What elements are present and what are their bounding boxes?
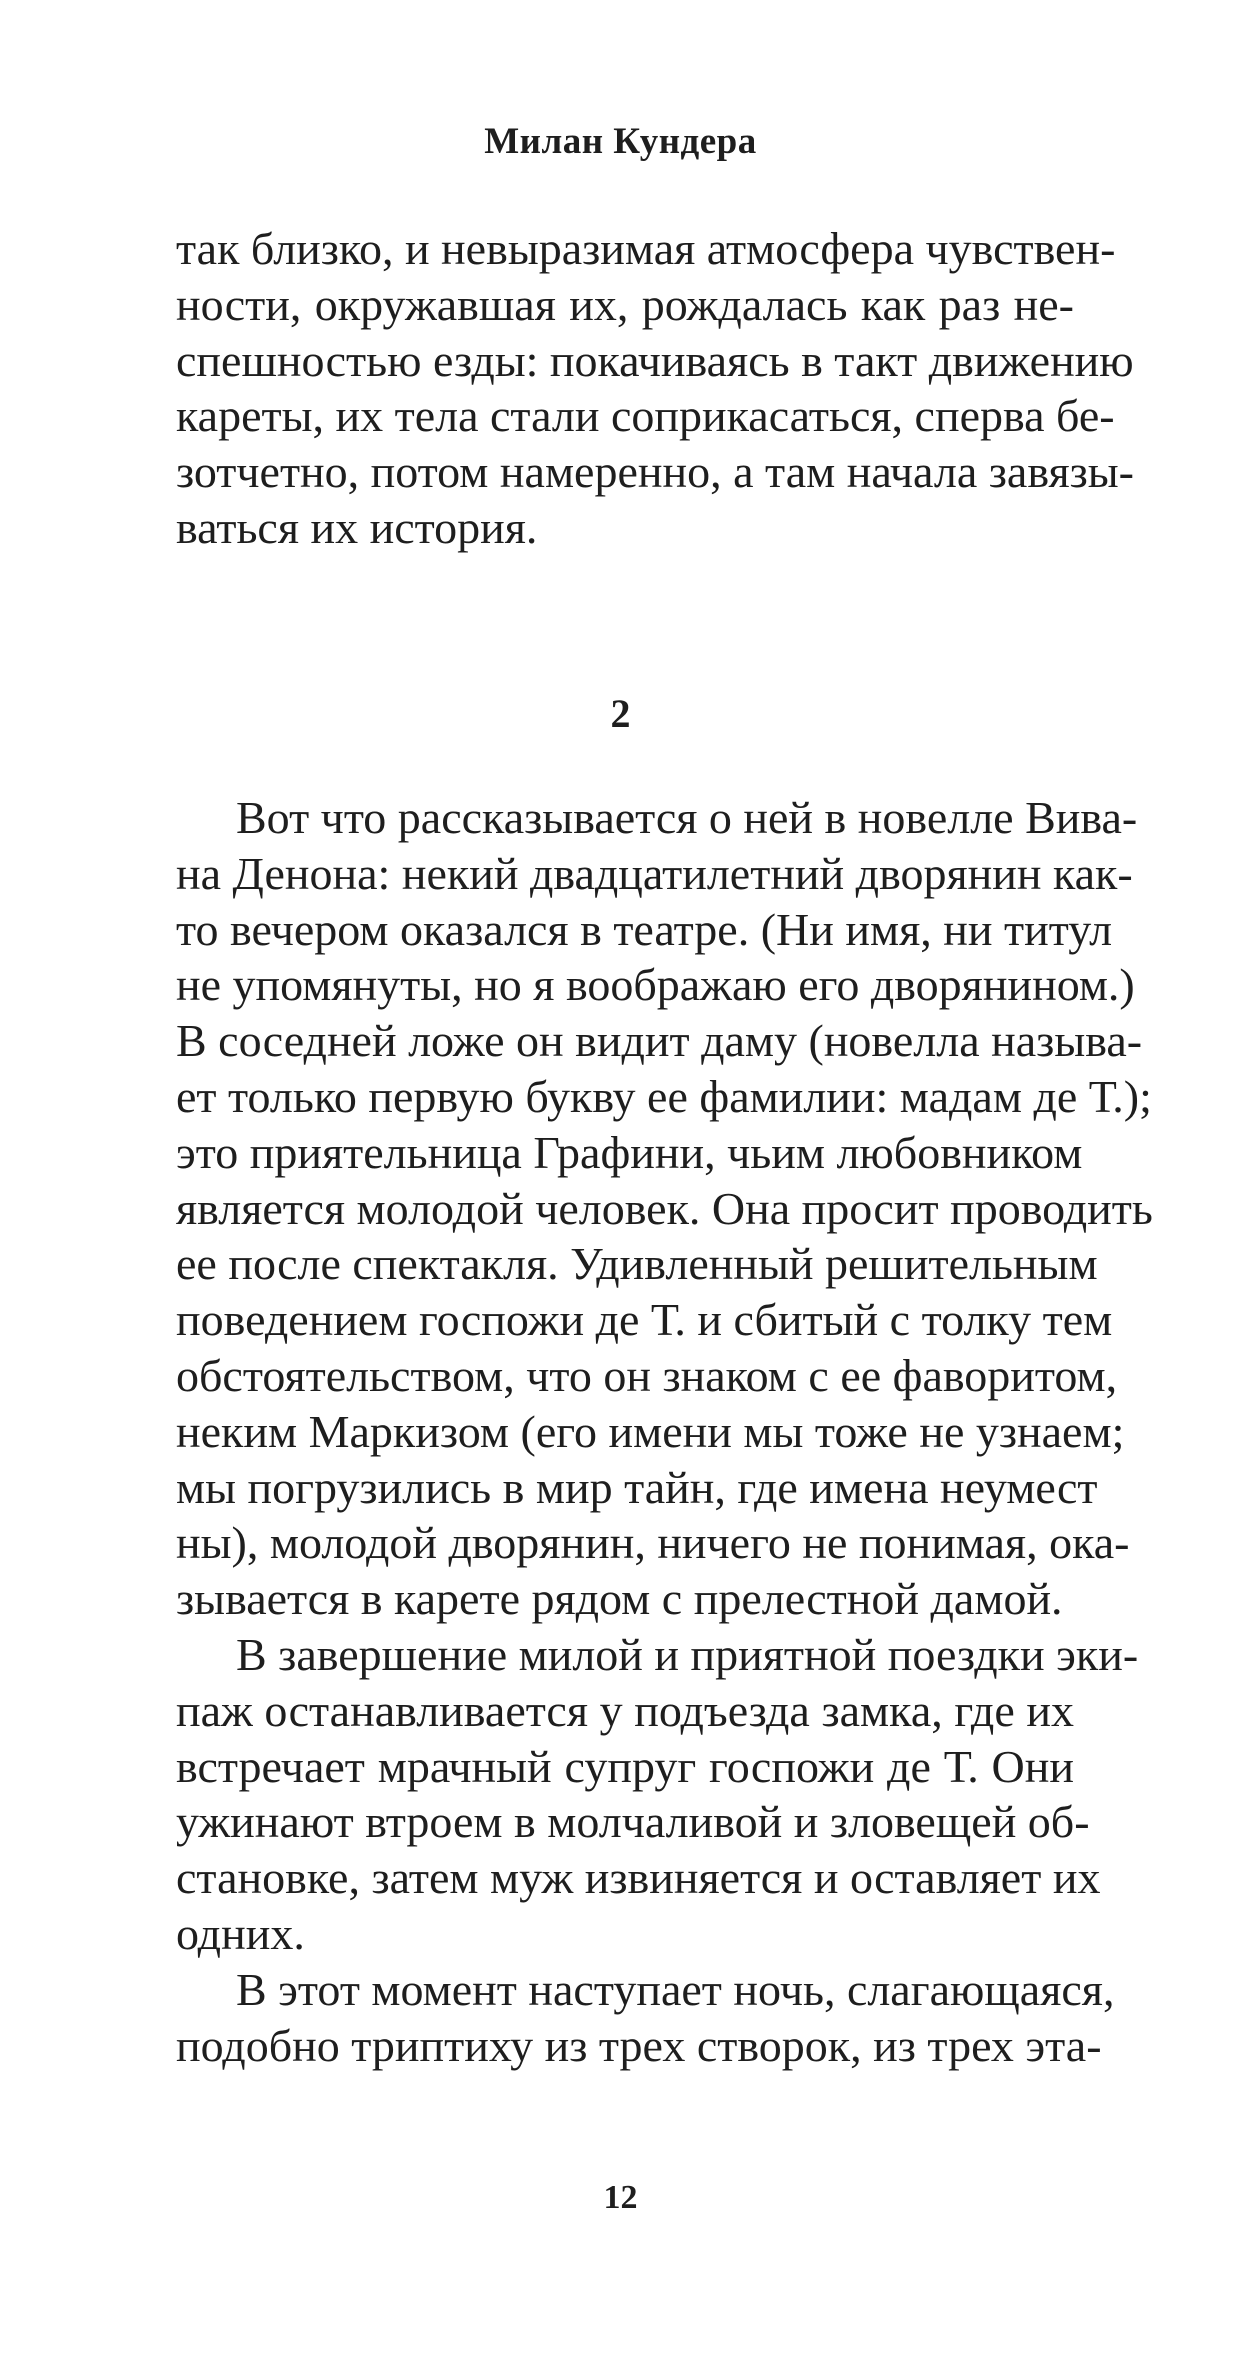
text-line: одних. (176, 1907, 305, 1959)
text-line: зывается в карете рядом с прелестной дамой. (176, 1573, 1063, 1625)
text-line: так близко, и невыразимая атмосфера чувствен- (176, 223, 1116, 274)
text-line: ности, окружавшая их, рождалась как раз не- (176, 278, 1074, 330)
paragraph (176, 1962, 1115, 2074)
text-line: ет только первую букву ее фамилии: мадам де Т.); (176, 1070, 1152, 1122)
text-line: ны), молодой дворянин, ничего не понимая, ока- (176, 1517, 1130, 1569)
paragraph (176, 790, 1153, 1627)
chapter-body (176, 790, 1153, 2073)
text-line: то вечером оказался в театре. (Ни имя, ни титул (176, 903, 1113, 955)
text-line: поведением госпожи де Т. и сбитый с толку тем (176, 1294, 1113, 1346)
text-line: ужинают втроем в молчаливой и зловещей об- (176, 1796, 1090, 1848)
text-line: это приятельница Графини, чьим любовником (176, 1126, 1083, 1178)
text-line: В завершение милой и приятной поездки эки- (236, 1628, 1139, 1680)
text-line: зотчетно, потом намеренно, а там начала завязы- (176, 446, 1135, 498)
text-line: на Денона: некий двадцатилетний дворянин как- (176, 847, 1133, 899)
text-line: является молодой человек. Она просит проводить (176, 1182, 1153, 1234)
text-line: В этот момент наступает ночь, слагающаяся, (236, 1963, 1115, 2015)
text-line: паж останавливается у подъезда замка, где их (176, 1684, 1074, 1736)
text-line: обстоятельством, что он знаком с ее фаворитом, (176, 1349, 1118, 1401)
page-number: 12 (603, 2179, 638, 2216)
paragraph (176, 1627, 1139, 1962)
text-line: не упомянуты, но я воображаю его дворянином.) (176, 959, 1135, 1011)
top-paragraph (176, 221, 1135, 556)
chapter-number: 2 (610, 691, 631, 736)
text-line: подобно триптиху из трех створок, из трех эта- (176, 2019, 1102, 2071)
text-line: неким Маркизом (его имени мы тоже не узнаем; (176, 1405, 1125, 1457)
text-line: мы погрузились в мир тайн, где имена неумест (176, 1461, 1098, 1513)
text-line: Вот что рассказывается о ней в новелле Вива- (236, 792, 1138, 843)
running-title: Милан Кундера (484, 121, 757, 162)
text-line: ее после спектакля. Удивленный решительным (176, 1238, 1098, 1290)
text-line: становке, затем муж извиняется и оставляет их (176, 1852, 1101, 1904)
text-line: кареты, их тела стали соприкасаться, сперва бе- (176, 390, 1115, 442)
text-line: ваться их история. (176, 501, 538, 553)
text-line: спешностью езды: покачиваясь в такт движению (176, 334, 1134, 386)
text-line: встречает мрачный супруг госпожи де Т. Они (176, 1740, 1074, 1792)
text-line: В соседней ложе он видит даму (новелла называ- (176, 1015, 1143, 1067)
